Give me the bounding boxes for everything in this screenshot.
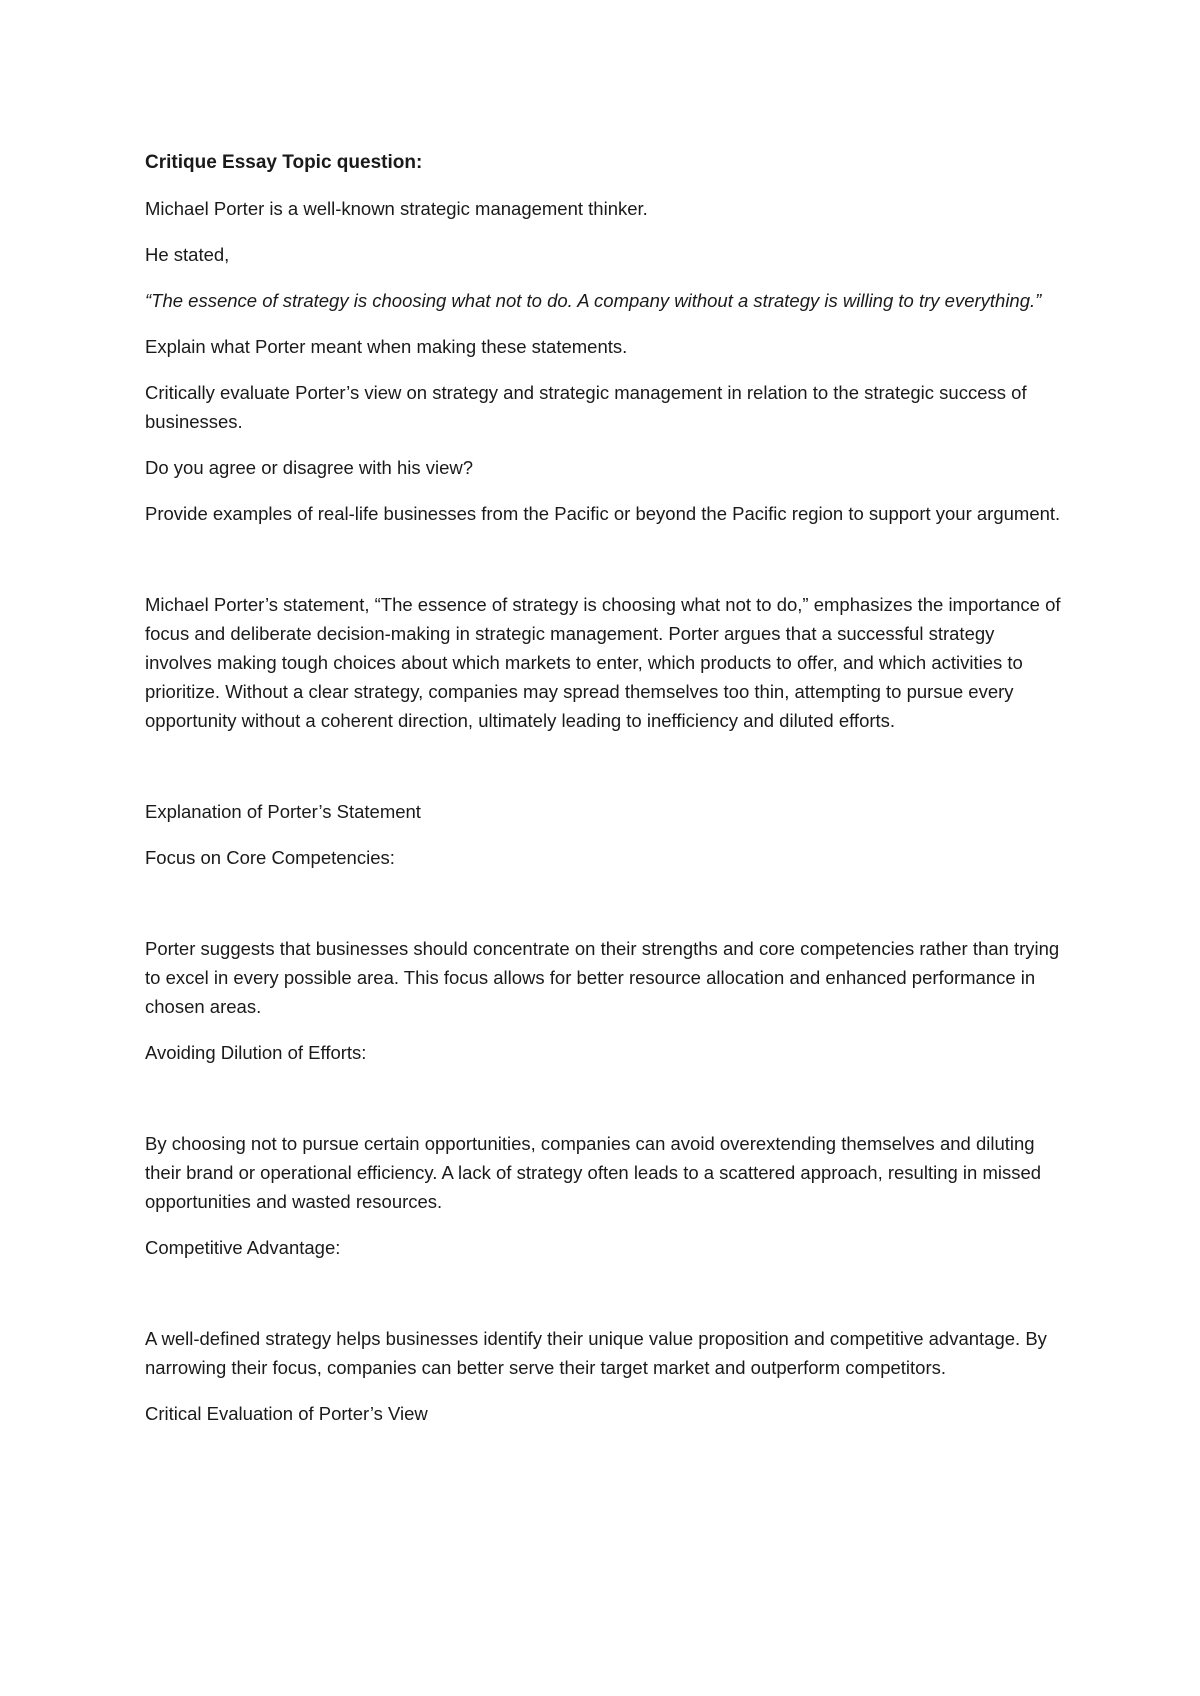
question-explain: Explain what Porter meant when making these statements. [145,336,628,357]
subheading-core-competencies: Focus on Core Competencies: [145,847,395,868]
question-intro: Michael Porter is a well-known strategic management thinker. [145,198,648,219]
document-body [145,148,1065,1428]
porter-quote: “The essence of strategy is choosing what not to do. A company without a strategy is willing to try everything.” [145,290,1042,311]
essay-intro-paragraph: Michael Porter’s statement, “The essence of strategy is choosing what not to do,” emphasizes the importance of focus and deliberate decision-making in strategic management. Porter argues that a successful strategy involves making tough choices about which markets to enter, which products to offer, and which activities to prioritize. Without a clear strategy, companies may spread themselves too thin, attempting to pursue every opportunity without a coherent direction, ultimately leading to inefficiency and diluted efforts. [145,594,1061,731]
question-examples: Provide examples of real-life businesses from the Pacific or beyond the Pacific region to support your argument. [145,503,1061,524]
paragraph-competitive-advantage: A well-defined strategy helps businesses identify their unique value proposition and competitive advantage. By narrowing their focus, companies can better serve their target market and outperform competitors. [145,1328,1047,1378]
question-evaluate: Critically evaluate Porter’s view on strategy and strategic management in relation to the strategic success of businesses. [145,382,1027,432]
subheading-dilution: Avoiding Dilution of Efforts: [145,1042,367,1063]
subheading-competitive-advantage: Competitive Advantage: [145,1237,341,1258]
paragraph-dilution: By choosing not to pursue certain opportunities, companies can avoid overextending themselves and diluting their brand or operational efficiency. A lack of strategy often leads to a scattered approach, resulting in missed opportunities and wasted resources. [145,1133,1042,1212]
paragraph-core-competencies: Porter suggests that businesses should concentrate on their strengths and core competencies rather than trying to excel in every possible area. This focus allows for better resource allocation and enhanced performance in chosen areas. [145,938,1060,1017]
section-heading-explanation: Explanation of Porter’s Statement [145,801,421,822]
document-title: Critique Essay Topic question: [145,152,423,173]
question-stated: He stated, [145,244,230,265]
question-agree: Do you agree or disagree with his view? [145,457,474,478]
section-heading-evaluation: Critical Evaluation of Porter’s View [145,1403,428,1424]
